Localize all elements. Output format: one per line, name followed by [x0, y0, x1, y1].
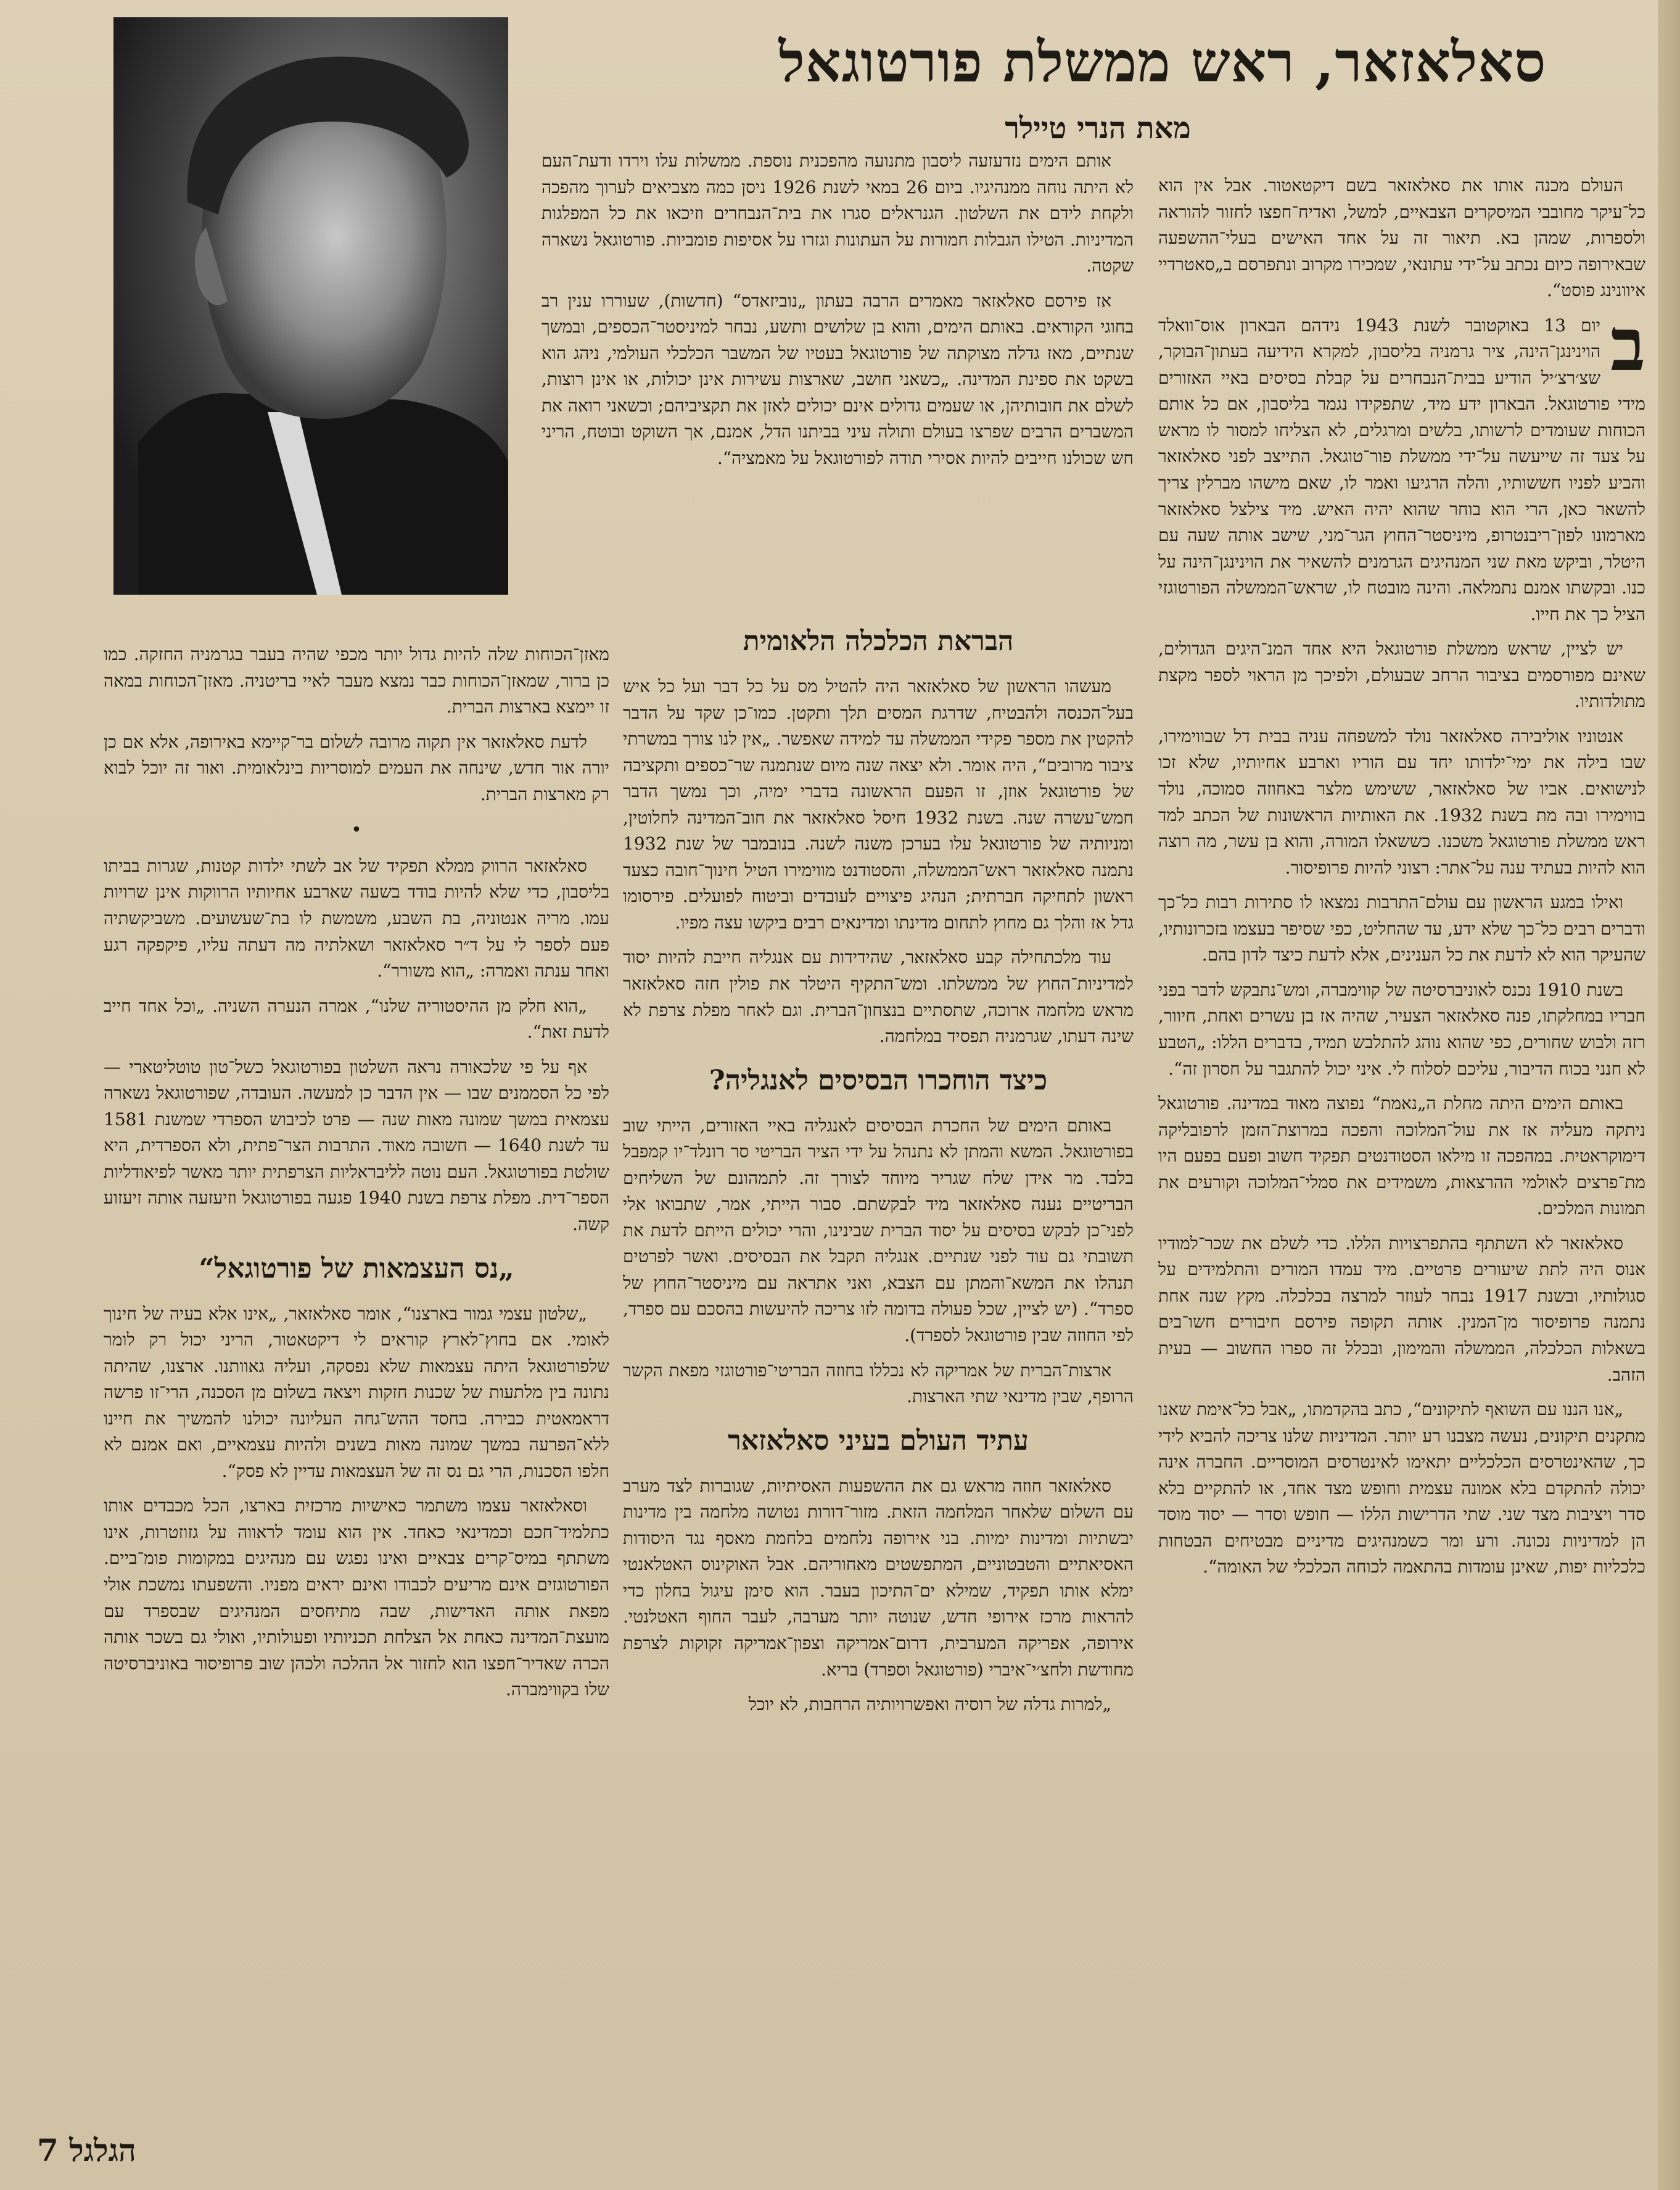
body-paragraph: לדעת סאלאזאר אין תקוה מרובה לשלום בר־קיימא באירופה, אלא אם כן יורה אור חדש, שינחה את העמים למוסריות בינלאומית. ואור זה יוכל לבוא רק מארצות הברית. — [104, 731, 609, 804]
article-byline: מאת הנרי טיילר — [1005, 111, 1191, 146]
body-paragraph: „הוא חלק מן ההיסטוריה שלנו“, אמרה הנערה השניה. „וכל אחד חייב לדעת זאת“. — [104, 995, 609, 1043]
section-separator: • — [351, 819, 362, 841]
portrait-figure — [113, 17, 508, 595]
section-heading: הבראת הכלכלה הלאומית — [743, 626, 1014, 657]
section-heading: כיצד הוחכרו הבסיסים לאנגליה? — [709, 1064, 1048, 1096]
body-paragraph: „למרות גדלה של רוסיה ואפשרויותיה הרחבות, לא יוכל — [748, 1694, 1111, 1715]
body-paragraph: סאלאזאר לא השתתף בהתפרצויות הללו. כדי לשלם את שכר־למודיו אנוס היה לתת שיעורים פרטיים. מיד עמדו המורים והתלמידים על סגולותיו, ובשנת 1917 נבחר לעוזר למרצה בכלכלה. מקץ שנה אחת נתמנה פרופיסור מן־המנין. אותה תקופה פירסם חיבורים חשו־בים בשאלות הכלכלה, הממשלה והמימון, ובכלל זה ספרו החשוב — בעית הזהב. — [1158, 1233, 1645, 1385]
body-paragraph: ואילו במגע הראשון עם עולם־התרבות נמצאו לו סתירות רבות כל־כך ודברים רבים כל־כך שלא ידע, עד שהחליט, כפי שסיפר בעצמו בזכרונותיו, שהעיקר הוא לא לדעת את כל הענינים, אלא לדעת כיצד לדון בהם. — [1158, 892, 1645, 965]
page-fold-edge — [1658, 0, 1680, 2190]
lead-paragraph — [1158, 301, 1645, 628]
body-paragraph: סאלאזאר הרווק ממלא תפקיד של אב לשתי ילדות קטנות, שגרות בביתו בליסבון, כדי שלא להיות בודד בשעה שארבע אחיותיו הרווקות אינן שרויות עמו. מריה אנטוניה, בת השבע, משמשת לו בת־שעשועים. משביקשתיה פעם לספר לי על ד״ר סאלאזאר ושאלתיה מה דעתה עליו, פיקפקה רגע ואחר ענתה ואמרה: „הוא משורר“. — [104, 855, 609, 981]
article-intro: העולם מכנה אותו את סאלאזאר בשם דיקטאטור. אבל אין הוא כל־עיקר מחובבי המיסקרים הצבאיים, למשל, ואדיח־חפצו לחזור להוראה ולספרות, שמהן בא. תיאור זה על אחד האישים בעלי־ההשפעה שבאירופה כיום נכתב על־ידי עתונאי, שמכירו מקרוב ונתפרסם ב„סאטרדיי איוונינג פוסט“. — [1158, 175, 1645, 301]
body-paragraph: סאלאזאר חוזה מראש גם את ההשפעות האסיתיות, שגוברות לצד מערב עם השלום שלאחר המלחמה הזאת. מזור־דורות נטושה מלחמה בין מדינות יבשתיות ומדינות ימיות. בני אירופה נלחמים בלחמת מאסף נגד היסודות האסיאתיים והטבטוניים, המתפשטים מאחוריהם. אבל האוקינוס האטלאנטי ימלא אותו תפקיד, שמילא ים־התיכון בעבר. הוא סימן עיגול בחלון כדי להראות מרכז אירופי חדש, שנוטה יותר מערבה, לעבר החוף האטלנטי. אירופה, אפריקה המערבית, דרום־אמריקה וצפון־אמריקה זקוקות לצרפת מחודשת ולחצ׳י־איברי (פורטוגאל וספרד) בריא. — [623, 1475, 1134, 1680]
body-paragraph: עוד מלכתחילה קבע סאלאזאר, שהידידות עם אנגליה חייבת להיות יסוד למדיניות־החוץ של ממשלתו. ומש־התקיף היטלר את פולין חזה סאלאזאר מראש מלחמה ארוכה, שתסתיים בנצחון־הברית. וגם לאחר מפלת צרפת לא שינה דעתו, שגרמניה תפסיד במלחמה. — [623, 947, 1134, 1047]
body-paragraph: מעשהו הראשון של סאלאזאר היה להטיל מס על כל דבר ועל כל איש בעל־הכנסה ולהבטיח, שדרגת המסים תלך ותקטן. כמו־כן שקד על הדבר להקטין את מספר פקידי הממשלה עד למידה שאפשר. „אין לנו צורך במשרתי ציבור מרובים“, היה אומר. ולא יצאה שנה מיום שנתמנה שר־כספים ותקציבה של פורטוגאל אוזן, זו הפעם הראשונה בדברי ימיה, וכך נמשך הדבר חמש־עשרה שנה. בשנת 1932 חיסל סאלאזאר את חוב־המדינה לחלוטין, ומניותיה של פורטוגאל עלו בערכן משנה לשנה. בנובמבר של שנת 1932 נתמנה סאלאזאר ראש־הממשלה, והסטודנט מווימירו הטיל חינוך־חובה כצעד ראשון לתחיקה חברתית; הנהיג פיצויים לעובדים וביטוח לפועלים. פירסומו גדל אז והלך גם מחוץ לתחום מדינתו ומדינאים רבים ביקשו עצה מפיו. — [623, 676, 1134, 933]
article-column-left — [104, 642, 609, 2116]
body-paragraph: באותם הימים היתה מחלת ה„נאמת“ נפוצה מאוד במדינה. פורטוגאל ניתקה מעליה אז את עול־המלוכה והפכה במרוצת־הזמן לרפובליקה דימוקראטית. במהפכה זו מילאו הסטודנטים תפקיד חשוב ופעם בפעם היו מת־פרצים לאולמי ההרצאות, משמידים את סמלי־המלוכה וקורעים את תמונות המלכים. — [1158, 1093, 1645, 1219]
body-paragraph: אנטוניו אוליבירה סאלאזאר נולד למשפחה עניה בבית דל שבווימירו, שבו בילה את ימי־ילדותו יחד עם הוריו וארבע אחיותיו, שלא זכו לנישואים. אביו של סאלאזאר, ששימש מלצר באחוזה סמוכה, נולד בווימירו ובה מת בשנת 1932. את האותיות הראשונות של הכתב למד ראש ממשלת פורטוגאל משכנו. כששאלו המורה, והוא בן עשר, מה רוצה הוא להיות בעתיד ענה על־אתר: רצוני להיות פרופיסור. — [1158, 725, 1645, 878]
section-heading: „נס העצמאות של פורטוגאל“ — [199, 1252, 514, 1284]
body-paragraph: יש לציין, שראש ממשלת פורטוגאל היא אחד המנ־היגים הגדולים, שאינם מפורסמים בציבור הרחב שבעולם, ולפיכך מן הראוי לספר מקצת מתולדותיו. — [1158, 638, 1645, 712]
article-title: סאלאזאר, ראש ממשלת פורטוגאל — [778, 30, 1547, 95]
portrait-photo — [113, 17, 508, 595]
drop-cap: ב — [1610, 301, 1645, 387]
body-paragraph: אותם הימים נזדעזעה ליסבון מתנועה מהפכנית נוספת. ממשלות עלו וירדו ודעת־העם לא היתה נוחה ממנהיגיו. ביום 26 במאי לשנת 1926 ניסן כמה מצביאים לערוך מהפכה ולקחת לידם את השלטון. הגנראלים סגרו את בית־הנבחרים וזיכאו את כל המפלגות המדיניות. הטילו הגבלות חמורות על העתונות וגזרו על אסיפות פומביות. פורטוגאל נשארה שקטה. — [541, 151, 1134, 276]
article-column-middle-upper — [541, 148, 1134, 605]
body-paragraph: בשנת 1910 נכנס לאוניברסיטה של קווימברה, ומש־נתבקש לדבר בפני חבריו במחלקתו, פנה סאלאזאר הצעיר, שהיה אז בן עשרים ואחת, חיוור, רזה ולבוש שחורים, כפי שהוא נוהג להתלבש תמיד, בדברים הללו: „הטבע לא חנני בכוח הדיבור, עליכם לסלוח לי. איני יכול להתגבר על חסרון זה“. — [1158, 979, 1645, 1079]
lead-paragraph-text: יום 13 באוקטובר לשנת 1943 נידהם הבארון אוס־וואלד הוינינגן־הינה, ציר גרמניה בליסבון, למקרא הידיעה בעתון־הבוקר, שצ׳רצ׳יל הודיע בבית־הנבחרים על קבלת בסיסים באיי האזורים מידי פורטוגאל. הבארון ידע מיד, שתפקידו נגמר בליסבון, אם כל אותם הכוחות שעומדים לרשותו, בלשים ומרגלים, לא הצליחו למסור לו מראש על צעד זה שייעשה על־ידי ממשלת פור־טוגאל. התייצב לפני סאלאזאר והביע לפניו חששותיו, והלה הרגיעו ואמר לו, שאם מישהו מברלין צריך להשאר כאן, הרי הוא בוחר שהוא יהיה האיש. מיד צילצל סאלאזאר מארמונו לפון־ריבנטרופ, מיניסטר־החוץ הגר־מני, שישב אותה שעה עם היטלר, וביקש מאת שני המנהיגים הגרמנים להשאיר את הוינינגן־הינה על כנו. ובקשתו אמנם נתמלאה. והינה מובטח לו, שראש־הממשלה הפורטוגזי הציל כך את חייו. — [1158, 315, 1645, 624]
section-heading: עתיד העולם בעיני סאלאזאר — [728, 1424, 1029, 1457]
body-paragraph: ארצות־הברית של אמריקה לא נכללו בחוזה הבריטי־פורטוגזי מפאת הקשר הרופף, שבין מדינאי שתי הארצות. — [623, 1360, 1134, 1407]
body-paragraph: „אנו הננו עם השואף לתיקונים“, כתב בהקדמתו, „אבל כל־אימת שאנו מתקנים תיקונים, נעשה מצבנו רע יותר. המדיניות שלנו צריכה להביא לידי כך, שהאינטרסים הכלכליים יתאימו לאינטרסים המוסריים. החברה אינה יכולה להתקדם בלא אמונה עצמית וחופש מצד אחד, או להתקיים בלא סדר ויציבות מצד שני. שתי הדרישות הללו — חופש וסדר — יסוד מוסד הן למדיניות נכונה. ורע ומר כשמנהיגים מדיניים מבטיחים הבטחות כלכליות יפות, שאינן עומדות בהתאמה לכוחה הכלכלי של האומה“. — [1158, 1399, 1645, 1577]
body-paragraph: באותם הימים של החכרת הבסיסים לאנגליה באיי האזורים, הייתי שוב בפורטוגאל. המשא והמתן לא נתנהל על ידי הציר הבריטי סר רונלד־יו קמפבל בלבד. מר אידן שלח שגריר מיוחד לצורך זה. לתמהונם של השליחים הבריטיים נענה סאלאזאר מיד לבקשתם. סבור הייתי, אמר, שתבואו אלי לפני־כן לבקש בסיסים על יסוד הברית שבינינו, והרי יכולים הייתם לדעת את תשובתי גם עוד לפני שנתיים. אנגליה תקבל את הבסיסים. ואשר לפרטים תנהלו את המשא־והמתן עם הצבא, ואני אתראה עם מיניסטר־החוץ של ספרד“. (יש לציין, שכל פעולה בדומה לזו צריכה להיעשות בהסכם עם ספרד, לפי החוזה שבין פורטוגאל לספרד). — [623, 1115, 1134, 1346]
body-paragraph: מאזן־הכוחות שלה להיות גדול יותר מכפי שהיה בעבר בגרמניה החזקה. כמו כן ברור, שמאזן־הכוחות כבר נמצא מעבר לאיי בריטניה. מאזן־הכוחות במאה זו יימצא בארצות הברית. — [104, 644, 609, 717]
body-paragraph: וסאלאזאר עצמו משתמר כאישיות מרכזית בארצו, הכל מכבדים אותו כתלמיד־חכם וכמדינאי כאחד. אין הוא עומד לראווה על גזוזטרות, אינו משתתף במיס־קרים צבאיים ואינו נפגש עם מנהיגים במקומות פומ־ביים. הפורטוגזים אינם מריעים לכבודו ואינם יראים מפניו. והשפעתו נמשכת אולי מפאת אותה האדישות, שבה מתיחסים המנהיגים שבספרד עם מועצת־המדינה כאחת אל הצלחת תכניותיו ופעולותיו, ואולי גם בשכר אותה הכרה שאדיר־חפצו הוא לחזור אל ההלכה ולכהן שוב פרופיסור באוניברסיטה שלו בקווימברה. — [104, 1495, 609, 1700]
article-column-right — [1158, 173, 1645, 2110]
body-paragraph: „שלטון עצמי גמור בארצנו“, אומר סאלאזאר, „אינו אלא בעיה של חינוך לאומי. אם בחוץ־לארץ קוראים לי דיקטאטור, הריני יכול רק לומר שלפורטוגאל היתה עצמאות שלא נפסקה, ועליה גאוותנו. ארצנו, שהיתה נתונה בין מלתעות של שכנות חזקות ויצאה בשלום מן הסכנה, הרי־זו פרשה דראמאטית כבירה. בחסד ההש־גחה העליונה יכולנו להמשיך את חיינו ללא־הפרעה במשך שמונה מאות בשנים ולהיות עצמאיים, ואם אמנם לא חלפו הסכנות, הרי גם נס זה של העצמאות עדיין לא פסק“. — [104, 1303, 609, 1481]
article-column-middle — [623, 611, 1134, 2116]
body-paragraph: אף על פי שלכאורה נראה השלטון בפורטוגאל כשל־טון טוטליטארי — לפי כל הסממנים שבו — אין הדבר כן למעשה. העובדה, שפורטוגאל נשארה עצמאית במשך שמונה מאות שנה — פרט לכיבוש הספרדי שמשנת 1581 עד לשנת 1640 — חשובה מאוד. התרבות הצר־פתית, ולא הספרדית, היא שולטת בפורטוגאל. העם נוטה לליבראליות הצרפתית יותר מאשר לפיאודליות הספר־דית. מפלת צרפת בשנת 1940 פגעה בפורטוגאל וזיעזעה אותה זיעזוע קשה. — [104, 1056, 609, 1234]
body-paragraph: אז פירסם סאלאזאר מאמרים הרבה בעתון „נוביזאדס“ (חדשות), שעוררו ענין רב בחוגי הקוראים. באותם הימים, והוא בן שלושים ותשע, נבחר למיניסטר־הכספים, ובמשך שנתיים, מאז גדלה מצוקתה של פורטוגאל בעטיו של המשבר הכלכלי העולמי, ניהג הוא בשקט את ספינת המדינה. „כשאני חושב, שארצות עשירות אינן יכולות, או אינן רוצות, לשלם את חובותיהן, או שעמים גדולים אינם יכולים לאזן את תקציביהם; וכשאני רואה את המשברים הרבים שפרצו בעולם ותולה עיני בביתנו הדל, אמנם, אך השוקט ובוטח, הריני חש שכולנו חייבים להיות אסירי תודה לפורטוגאל על מאמציה“. — [541, 290, 1134, 469]
page-footer: הגלגל 7 — [37, 2132, 136, 2168]
